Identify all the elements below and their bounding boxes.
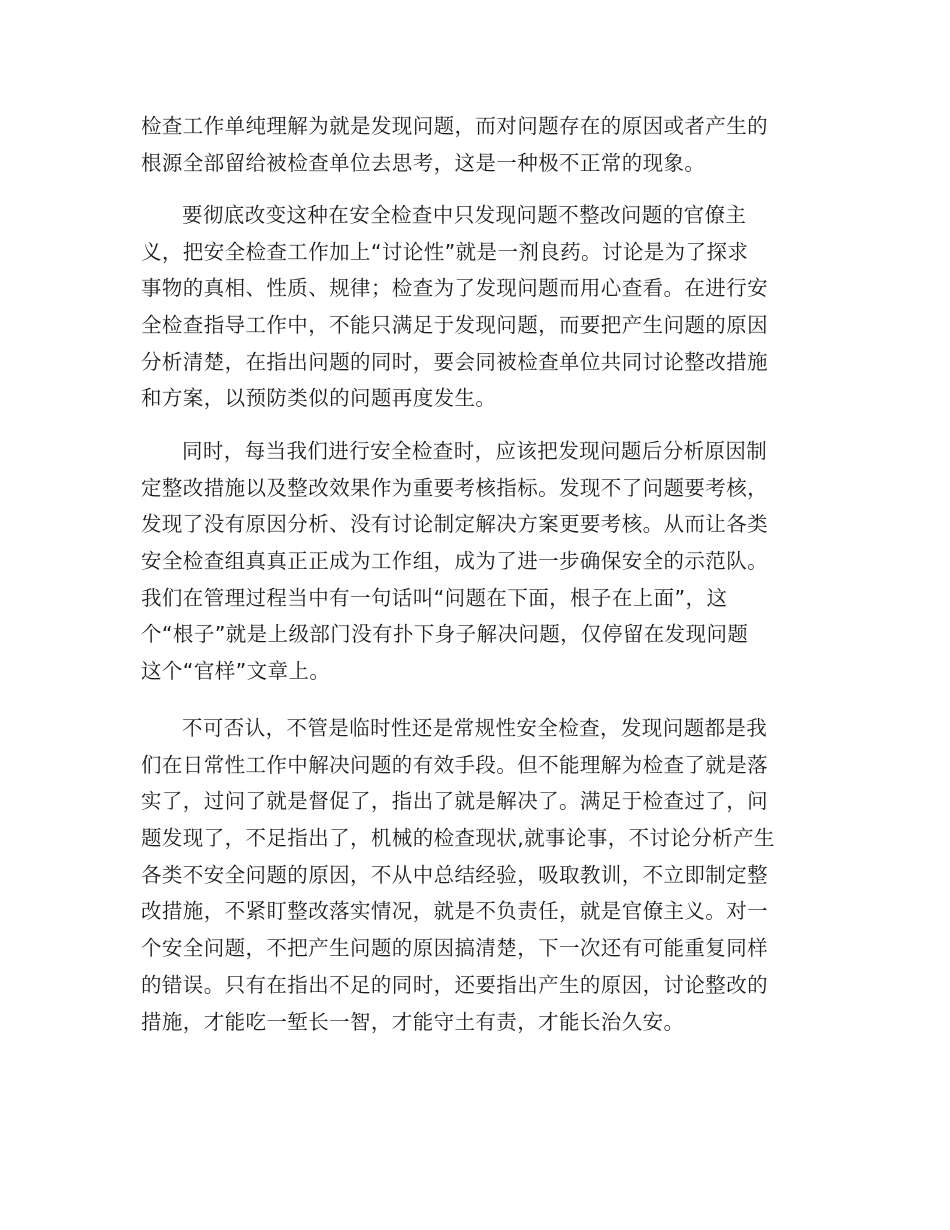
text-line: 全检查指导工作中，不能只满足于发现问题，而要把产生问题的原因 xyxy=(141,313,768,338)
text-line: 检查工作单纯理解为就是发现问题，而对问题存在的原因或者产生的 xyxy=(141,114,768,138)
text-line: 的错误。只有在指出不足的同时，还要指出产生的原因，讨论整改的 xyxy=(141,972,768,997)
text-line: 们在日常性工作中解决问题的有效手段。但不能理解为检查了就是落 xyxy=(141,752,768,777)
text-line: 个“根子”就是上级部门没有扑下身子解决问题，仅停留在发现问题 xyxy=(141,622,749,647)
text-line: 事物的真相、性质、规律；检查为了发现问题而用心查看。在进行安 xyxy=(141,276,768,301)
text-line: 题发现了，不足指出了，机械的检查现状,就事论事，不讨论分析产生 xyxy=(141,826,775,851)
text-line: 义，把安全检查工作加上“讨论性”就是一剂良药。讨论是为了探求 xyxy=(141,239,749,264)
paragraph-1 xyxy=(141,108,811,181)
text-line: 和方案，以预防类似的问题再度发生。 xyxy=(141,386,497,411)
text-line: 实了，过问了就是督促了，指出了就是解决了。满足于检查过了，问 xyxy=(141,789,768,814)
paragraph-2 xyxy=(141,197,811,417)
text-line: 不可否认，不管是临时性还是常规性安全检查，发现问题都是我 xyxy=(182,716,768,740)
text-line: 发现了没有原因分析、没有讨论制定解决方案更要考核。从而让各类 xyxy=(141,512,768,537)
text-line: 改措施，不紧盯整改落实情况，就是不负责任，就是官僚主义。对一 xyxy=(141,899,768,924)
text-line: 安全检查组真真正正成为工作组，成为了进一步确保安全的示范队。 xyxy=(141,549,768,574)
text-line: 分析清楚，在指出问题的同时，要会同被检查单位共同讨论整改措施 xyxy=(141,349,768,374)
text-line: 这个“官样”文章上。 xyxy=(141,659,331,684)
text-line: 定整改措施以及整改效果作为重要考核指标。发现不了问题要考核， xyxy=(141,475,768,500)
paragraph-3 xyxy=(141,433,811,690)
text-line: 根源全部留给被检查单位去思考，这是一种极不正常的现象。 xyxy=(141,150,706,175)
text-line: 我们在管理过程当中有一句话叫“问题在下面，根子在上面”，这 xyxy=(141,585,728,610)
text-line: 个安全问题，不把产生问题的原因搞清楚，下一次还有可能重复同样 xyxy=(141,936,768,961)
text-line: 各类不安全问题的原因，不从中总结经验，吸取教训，不立即制定整 xyxy=(141,862,768,887)
text-line: 措施，才能吃一堑长一智，才能守土有责，才能长治久安。 xyxy=(141,1009,685,1034)
paragraph-4 xyxy=(141,710,811,1040)
text-line: 同时，每当我们进行安全检查时，应该把发现问题后分析原因制 xyxy=(182,439,768,463)
text-line: 要彻底改变这种在安全检查中只发现问题不整改问题的官僚主 xyxy=(182,203,747,227)
